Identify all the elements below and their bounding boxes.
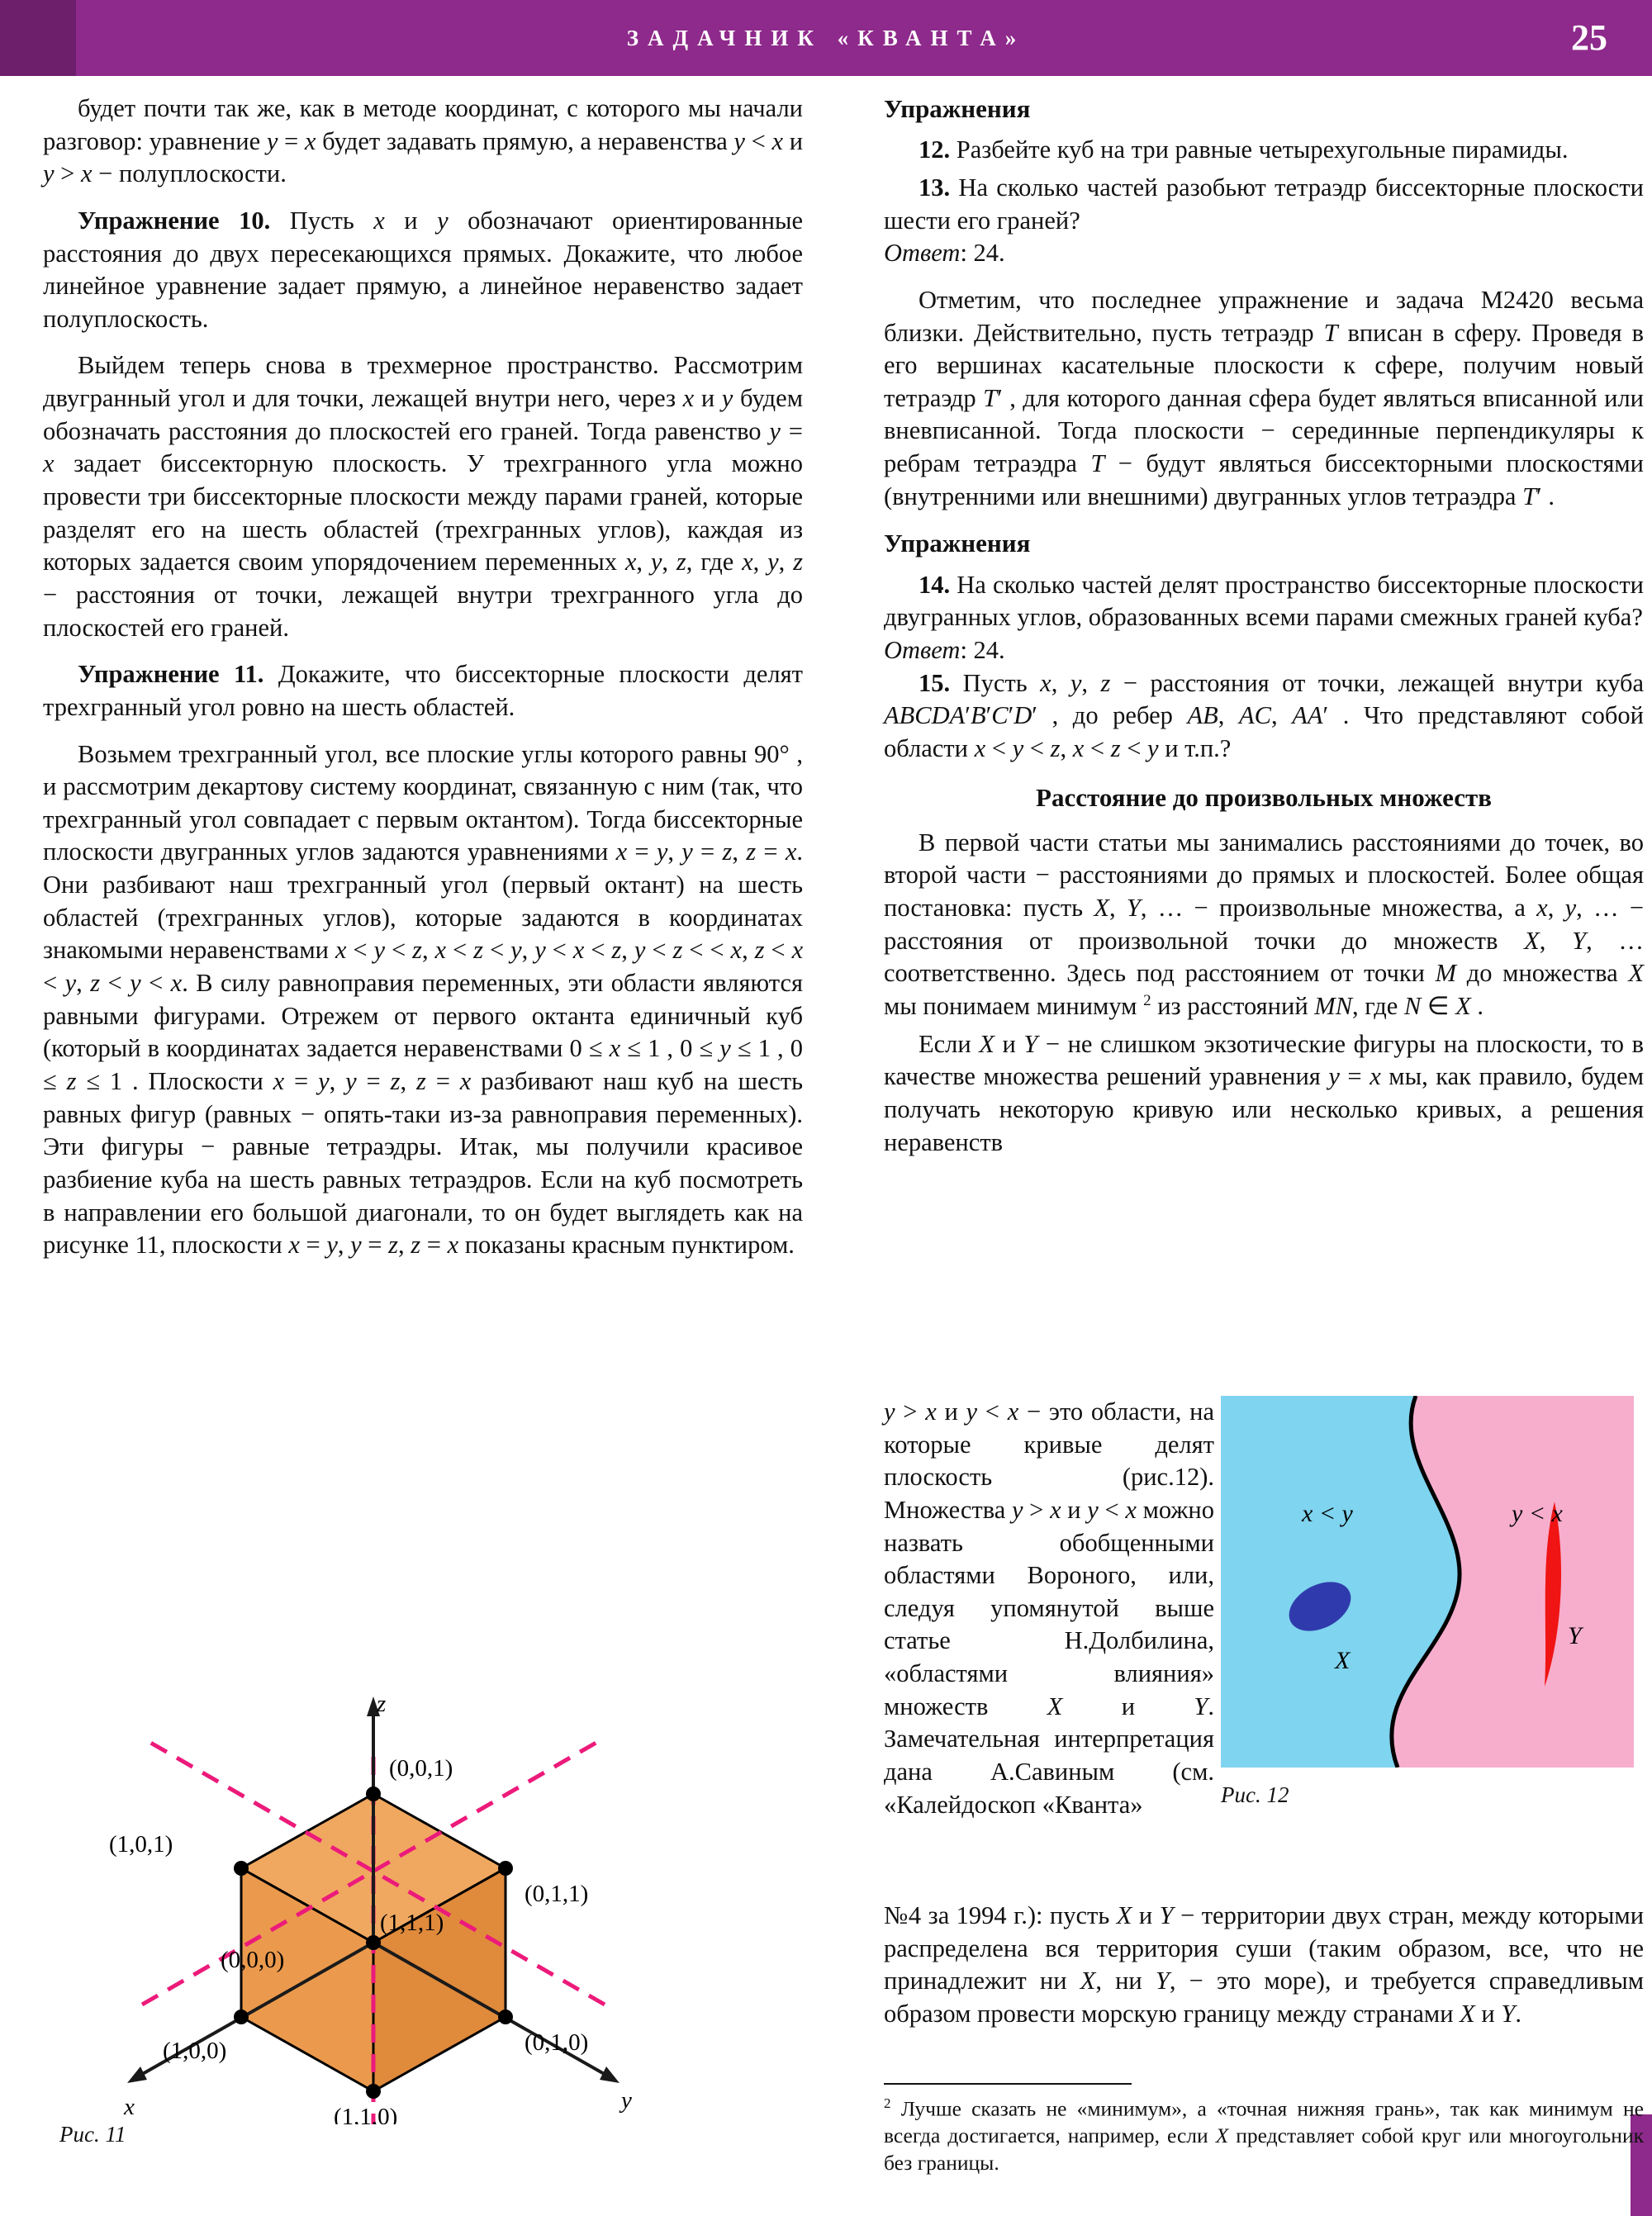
vertex-label-010: (0,1,0) (525, 2029, 589, 2056)
axis-arrow-y (600, 2067, 620, 2083)
paragraph-continuation: будет почти так же, как в методе координат, с которого мы начали разговор: уравнение y = x будет задавать прямую, а неравенства y < x и y > x − полуплоскости. (43, 94, 804, 188)
page-number: 25 (1571, 17, 1607, 58)
exercise-11: Упражнение 11. Докажите, что биссекторные плоскости делят трехгранный угол ровно на шесть областей. (43, 660, 803, 721)
answer-14-value: : 24. (960, 635, 1005, 664)
label-set-X: X (1335, 1647, 1351, 1674)
page-header (0, 0, 1652, 76)
axis-arrow-x (127, 2067, 147, 2083)
exercise-15: 15. Пусть x, y, z − расстояния от точки, лежащей внутри куба ABCDA′B′C′D′ , до ребер AB, AC, AA′ . Что представляют собой области x < y < z, x < z < y и т.п.? (884, 668, 1645, 762)
answer-14-label: Ответ (884, 635, 961, 664)
footnote-text: $^2$ Лучше сказать не «минимум», а «точная нижняя грань», так как минимум не всегда достигается, например, если X представляет собой круг или многоугольник без границы. (884, 2095, 1644, 2175)
label-set-Y: Y (1568, 1622, 1582, 1649)
left-column (43, 93, 803, 1262)
footnote-block (884, 2083, 1644, 2176)
exercises-heading-2: Упражнения (884, 529, 1031, 558)
axis-label-z: z (377, 1691, 387, 1717)
vertex-label-011: (0,1,1) (525, 1881, 589, 1907)
exercise-10-run-in: Упражнение 10. (78, 206, 271, 235)
footnote-marker: 2 (884, 2095, 891, 2111)
exercise-15-number: 15. (919, 668, 951, 697)
paragraph-3d-space: Выйдем теперь снова в трехмерное пространство. Рассмотрим двугранный угол и для точки, лежащей внутри него, через x и y будем обозначать расстояния до плоскостей его граней. Тогда равенство y = x задает биссекторную плоскость. У трехгранного угла можно провести три биссекторные плоскости между парами граней, которые разделят его на шесть областей (трехгранных углов), каждая из которых задается своим упорядочением переменных x, y, z, где x, y, z − расстояния от точки, лежащей внутри трехгранного угла до плоскостей его граней. (43, 351, 804, 642)
vertex-label-000: (0,0,0) (221, 1947, 285, 1973)
vertex-label-001: (0,0,1) (389, 1755, 453, 1782)
exercise-13-number: 13. (919, 173, 951, 202)
paragraph-voronoi-wrap: y > x и y < x − это области, на которые кривые делят плоскость (рис.12). Множества y > x и y < x можно назвать обобщенными областями Вороного, или, следуя упомянутой выше статье Н.Долбилина, «областями влияния» множеств X и Y. Замечательная интерпретация дана А.Савиным (см. «Калейдоскоп «Кванта» (884, 1397, 1215, 1819)
exercise-12-number: 12. (919, 135, 951, 164)
exercise-14: 14. На сколько частей делят пространство биссекторные плоскости двугранных углов, образованных всеми парами смежных граней куба? (884, 570, 1644, 632)
vertex-label-110: (1,1,0) (334, 2104, 398, 2124)
paragraph-curves-intro: Если X и Y − не слишком экзотические фигуры на плоскости, то в качестве множества решений уравнения y = x мы, как правило, будем получать некоторую кривую или несколько кривых, а решения неравенств (884, 1029, 1645, 1156)
answer-13-value: : 24. (960, 239, 1005, 268)
label-y-less-x: y < x (1512, 1500, 1563, 1527)
paragraph-sea-border: №4 за 1994 г.): пусть X и Y − территории двух стран, между которыми распределена вся территория суши (таким образом, все, что не принадлежит ни X, ни Y, − это море), и требуется справедливым образом провести морскую границу между странами X и Y. (884, 1901, 1645, 2028)
paragraph-octant-cube: Возьмем трехгранный угол, все плоские углы которого равны 90° , и рассмотрим декартову систему координат, связанную с ним (так, что трехгранный угол совпадает с первым октантом). Тогда биссекторные плоскости двугранных углов задаются уравнениями x = y, y = z, z = x. Они разбивают наш трехгранный угол (первый октант) на шесть областей (трехгранных углов), которые задаются в координатах знакомыми неравенствами x < y < z, x < z < y, y < x < z, y < z < < x, z < x < y, z < y < x. В силу равноправия переменных, эти области являются равными фигурами. Отрежем от первого октанта единичный куб (который в координатах задается неравенствами 0 ≤ x ≤ 1 , 0 ≤ y ≤ 1 , 0 ≤ z ≤ 1 . Плоскости x = y, y = z, z = x разбивают наш куб на шесть равных фигур (равных − опять-таки из-за равноправия переменных). Эти фигуры − равные тетраэдры. Итак, мы получили красивое разбиение куба на шесть равных тетраэдров. Если на куб посмотреть в направлении его большой диагонали, то он будет выглядеть как на рисунке 11, плоскости x = y, y = z, z = x показаны красным пунктиром. (43, 739, 804, 1260)
right-column-bottom-text (884, 1900, 1644, 2031)
vertex-label-100: (1,0,0) (163, 2038, 227, 2064)
figure-11-caption: Рис. 11 (59, 2122, 126, 2147)
exercise-10: Упражнение 10. Пусть x и y обозначают ориентированные расстояния до двух пересекающихся прямых. Докажите, что любое линейное уравнение задает прямую, а линейное неравенство задает полуплоскость. (43, 206, 804, 333)
axis-label-x: x (124, 2094, 135, 2120)
answer-13 (884, 237, 1644, 270)
right-column (884, 93, 1644, 1159)
figure-11 (43, 1579, 803, 2157)
figure-12-drawing (1221, 1396, 1634, 1776)
header-title: ЗАДАЧНИК «КВАНТА» (626, 26, 1026, 50)
figure-12 (1221, 1396, 1644, 1825)
answer-13-label: Ответ (884, 239, 961, 268)
footnote-rule (884, 2083, 1132, 2085)
exercises-heading-1: Упражнения (884, 94, 1031, 123)
paragraph-m2420: Отметим, что последнее упражнение и задача М2420 весьма близки. Действительно, пусть тетраэдр T вписан в сферу. Проведя в его вершинах касательные плоскости к сфере, получим новый тетраэдр T′ , для которого данная сфера будет являться вписанной или вневписанной. Тогда плоскости − серединные перпендикуляры к ребрам тетраэдра T − будут являться биссекторными плоскостями (внутренними или внешними) двугранных углов тетраэдра T′ . (884, 285, 1644, 510)
vertex-label-101: (1,0,1) (109, 1831, 173, 1858)
exercise-13: 13. На сколько частей разобьют тетраэдр биссекторные плоскости шести его граней? (884, 173, 1644, 235)
exercise-14-number: 14. (919, 570, 951, 599)
label-x-less-y: x < y (1302, 1500, 1353, 1527)
section-title-distance: Расстояние до произвольных множеств (1036, 783, 1492, 813)
figure-12-caption: Рис. 12 (1221, 1782, 1289, 1807)
figure-11-drawing (43, 1579, 803, 2124)
vertex-label-111: (1,1,1) (380, 1910, 444, 1936)
right-column-wrap-text (884, 1396, 1214, 1821)
axis-label-y: y (621, 2087, 632, 2114)
paragraph-general-setup: В первой части статьи мы занимались расстояниями до точек, во второй части − расстояниями до прямых и плоскостей. Более общая постановка: пусть X, Y, … − произвольные множества, а x, y, … − расстояния от произвольной точки до множеств X, Y, … соответственно. Здесь под расстоянием от точки M до множества X мы понимаем минимум $^2$ из расстояний MN, где N ∈ X . (884, 828, 1645, 1020)
answer-14 (884, 634, 1644, 667)
exercise-11-run-in: Упражнение 11. (78, 660, 264, 689)
exercise-12: 12. Разбейте куб на три равные четырехугольные пирамиды. (919, 135, 1569, 164)
